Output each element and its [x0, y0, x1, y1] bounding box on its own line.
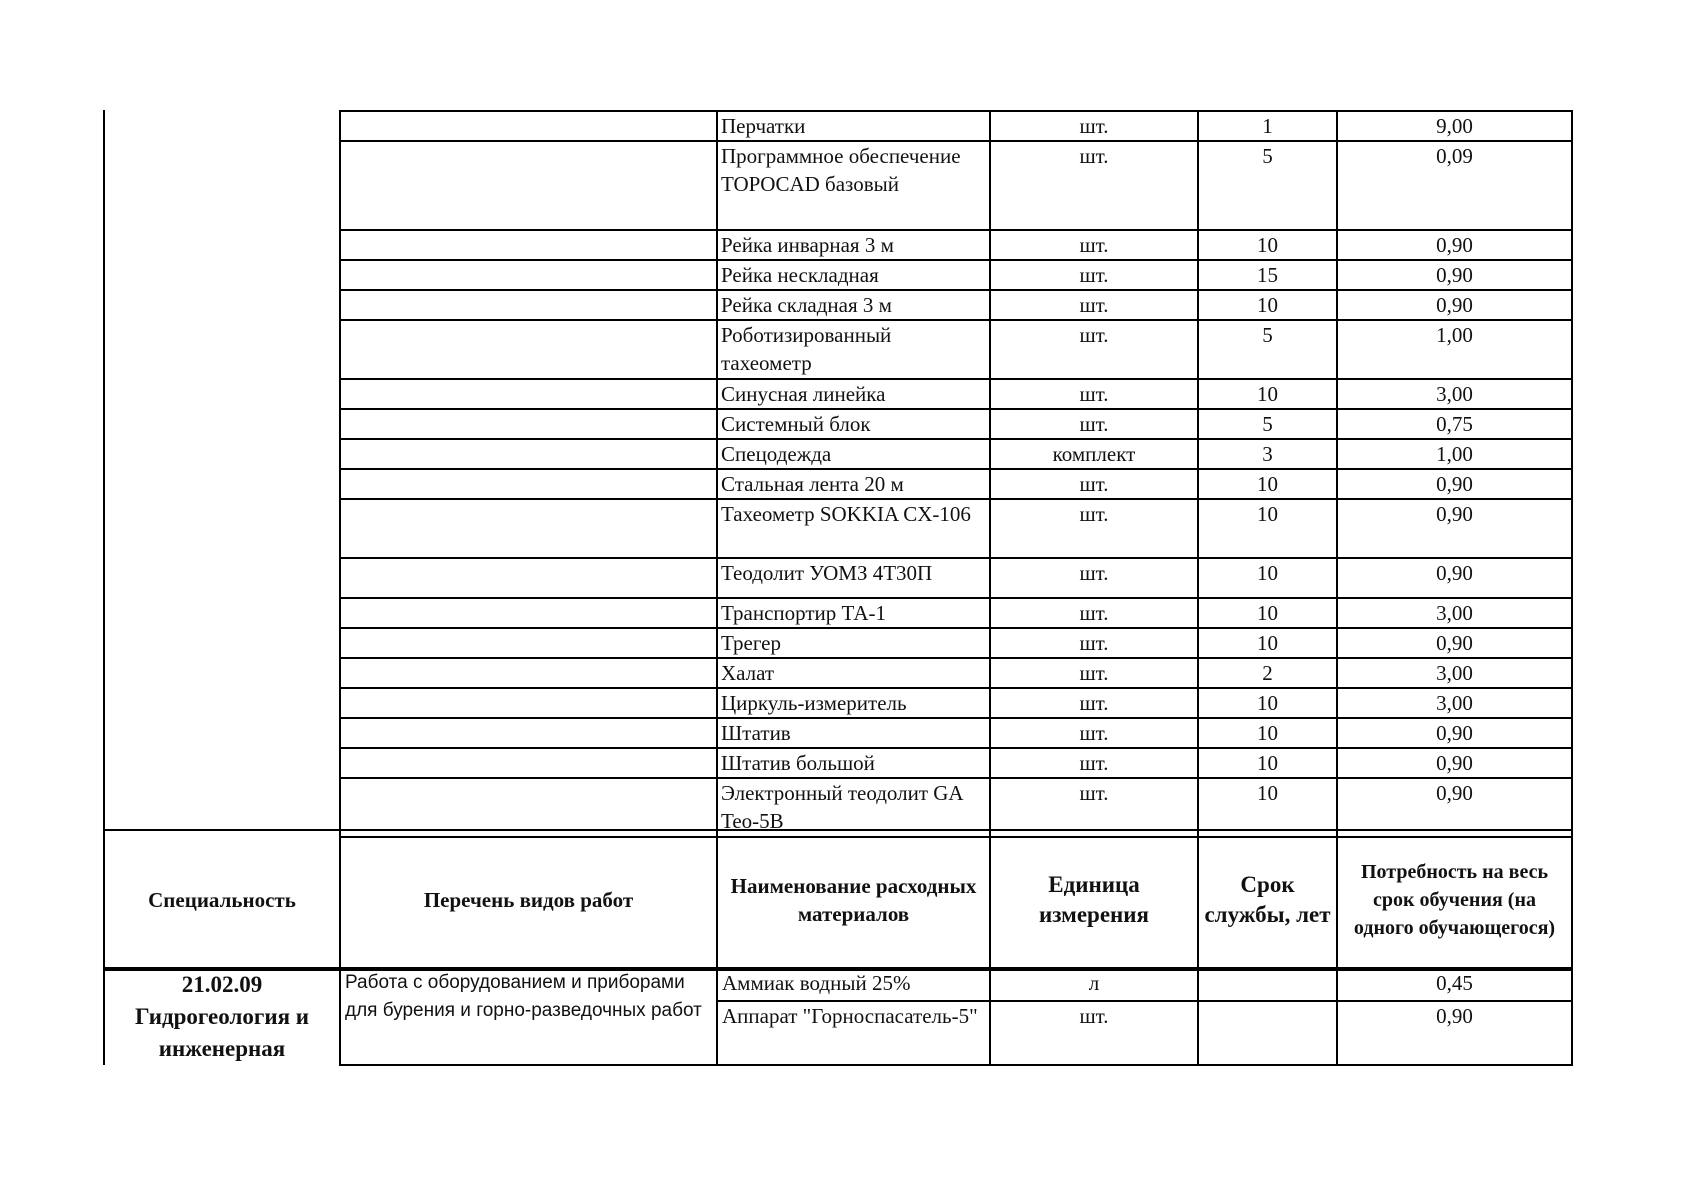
material-name-cell: Системный блок	[717, 409, 990, 439]
material-name-cell: Роботизированный тахеометр	[717, 320, 990, 379]
material-name-cell: Рейка складная 3 м	[717, 290, 990, 320]
material-name-cell: Халат	[717, 658, 990, 688]
need-cell: 0,09	[1337, 141, 1572, 230]
table-row	[340, 658, 1572, 688]
material-name-cell: Стальная лента 20 м	[717, 469, 990, 499]
service-life-cell: 10	[1198, 558, 1337, 598]
work-type-cell	[340, 111, 717, 141]
table-row	[340, 111, 1572, 141]
unit-cell: шт.	[990, 598, 1198, 628]
unit-cell: комплект	[990, 439, 1198, 469]
unit-cell: шт.	[990, 111, 1198, 141]
service-life-cell: 5	[1198, 141, 1337, 230]
materials-table-continued	[339, 110, 1573, 838]
specialty-section-table	[103, 967, 1573, 1066]
need-cell: 0,90	[1337, 290, 1572, 320]
table-row	[340, 469, 1572, 499]
material-name-cell: Рейка инварная 3 м	[717, 230, 990, 260]
unit-cell: шт.	[990, 718, 1198, 748]
table-row	[340, 260, 1572, 290]
unit-cell: шт.	[990, 658, 1198, 688]
work-type-cell	[340, 409, 717, 439]
need-cell: 0,90	[1337, 628, 1572, 658]
service-life-cell	[1198, 968, 1337, 1001]
material-name-cell: Электронный теодолит GA Teo-5B	[717, 778, 990, 837]
service-life-cell: 10	[1198, 718, 1337, 748]
work-type-cell	[340, 688, 717, 718]
need-cell: 0,90	[1337, 260, 1572, 290]
material-name-cell: Программное обеспечение TOPOCAD базовый	[717, 141, 990, 230]
service-life-cell: 5	[1198, 320, 1337, 379]
service-life-cell: 10	[1198, 230, 1337, 260]
unit-cell: шт.	[990, 379, 1198, 409]
need-cell: 0,75	[1337, 409, 1572, 439]
service-life-cell: 10	[1198, 628, 1337, 658]
material-name-cell: Синусная линейка	[717, 379, 990, 409]
table-row	[340, 748, 1572, 778]
work-type-cell	[340, 628, 717, 658]
need-cell: 0,90	[1337, 1001, 1572, 1065]
material-name-cell: Аммиак водный 25%	[717, 968, 990, 1001]
unit-cell: шт.	[990, 320, 1198, 379]
unit-cell: шт.	[990, 260, 1198, 290]
unit-cell: шт.	[990, 1001, 1198, 1065]
table-row	[340, 628, 1572, 658]
unit-cell: шт.	[990, 141, 1198, 230]
need-cell: 1,00	[1337, 320, 1572, 379]
material-name-cell: Рейка нескладная	[717, 260, 990, 290]
need-cell: 3,00	[1337, 688, 1572, 718]
service-life-cell: 10	[1198, 688, 1337, 718]
service-life-cell: 2	[1198, 658, 1337, 688]
header-row	[104, 830, 1572, 970]
need-cell: 3,00	[1337, 658, 1572, 688]
need-cell: 0,45	[1337, 968, 1572, 1001]
work-type-cell	[340, 718, 717, 748]
need-cell: 0,90	[1337, 748, 1572, 778]
work-type-cell	[340, 469, 717, 499]
table-row	[340, 290, 1572, 320]
unit-cell: шт.	[990, 290, 1198, 320]
table-row	[340, 718, 1572, 748]
work-type-cell	[340, 260, 717, 290]
table-row	[340, 499, 1572, 558]
service-life-cell: 1	[1198, 111, 1337, 141]
service-life-cell: 10	[1198, 469, 1337, 499]
need-cell: 1,00	[1337, 439, 1572, 469]
table-row	[104, 968, 1572, 1001]
need-cell: 9,00	[1337, 111, 1572, 141]
unit-cell: шт.	[990, 499, 1198, 558]
unit-cell: шт.	[990, 688, 1198, 718]
table-row	[340, 379, 1572, 409]
need-cell: 3,00	[1337, 598, 1572, 628]
work-type-cell	[340, 230, 717, 260]
work-type-cell	[340, 290, 717, 320]
unit-cell: шт.	[990, 628, 1198, 658]
header-service-life: Срок службы, лет	[1198, 830, 1337, 970]
table-row	[340, 598, 1572, 628]
need-cell: 0,90	[1337, 469, 1572, 499]
work-type-cell	[340, 379, 717, 409]
work-type-cell: Работа с оборудованием и приборами для бурения и горно-разведочных работ	[340, 968, 717, 1065]
unit-cell: шт.	[990, 409, 1198, 439]
header-unit: Единица измерения	[990, 830, 1198, 970]
need-cell: 0,90	[1337, 230, 1572, 260]
service-life-cell: 10	[1198, 778, 1337, 837]
header-specialty: Специальность	[104, 830, 340, 970]
work-type-cell	[340, 558, 717, 598]
service-life-cell: 10	[1198, 748, 1337, 778]
material-name-cell: Транспортир ТА-1	[717, 598, 990, 628]
work-type-cell	[340, 499, 717, 558]
service-life-cell	[1198, 1001, 1337, 1065]
table-row	[340, 320, 1572, 379]
table-row	[340, 230, 1572, 260]
unit-cell: шт.	[990, 469, 1198, 499]
unit-cell: шт.	[990, 748, 1198, 778]
material-name-cell: Спецодежда	[717, 439, 990, 469]
header-need: Потребность на весь срок обучения (на одного обучающегося)	[1337, 830, 1572, 970]
material-name-cell: Перчатки	[717, 111, 990, 141]
need-cell: 0,90	[1337, 718, 1572, 748]
material-name-cell: Штатив	[717, 718, 990, 748]
material-name-cell: Циркуль-измеритель	[717, 688, 990, 718]
unit-cell: шт.	[990, 230, 1198, 260]
table-row	[340, 558, 1572, 598]
table-row	[340, 409, 1572, 439]
material-name-cell: Теодолит УОМЗ 4Т30П	[717, 558, 990, 598]
specialty-cell: 21.02.09 Гидрогеология и инженерная	[104, 968, 340, 1065]
table-header	[103, 829, 1573, 971]
work-type-cell	[340, 439, 717, 469]
service-life-cell: 10	[1198, 598, 1337, 628]
work-type-cell	[340, 320, 717, 379]
material-name-cell: Тахеометр SOKKIA CX-106	[717, 499, 990, 558]
need-cell: 0,90	[1337, 558, 1572, 598]
service-life-cell: 5	[1198, 409, 1337, 439]
work-type-cell	[340, 748, 717, 778]
table-row	[340, 688, 1572, 718]
header-material-name: Наименование расходных материалов	[717, 830, 990, 970]
service-life-cell: 10	[1198, 379, 1337, 409]
service-life-cell: 3	[1198, 439, 1337, 469]
table-row	[340, 141, 1572, 230]
need-cell: 0,90	[1337, 499, 1572, 558]
work-type-cell	[340, 658, 717, 688]
table-row	[340, 439, 1572, 469]
specialty-column-continued	[105, 110, 341, 833]
need-cell: 0,90	[1337, 778, 1572, 837]
service-life-cell: 15	[1198, 260, 1337, 290]
need-cell: 3,00	[1337, 379, 1572, 409]
work-type-cell	[340, 141, 717, 230]
header-work-types: Перечень видов работ	[340, 830, 717, 970]
service-life-cell: 10	[1198, 499, 1337, 558]
material-name-cell: Трегер	[717, 628, 990, 658]
work-type-cell	[340, 598, 717, 628]
service-life-cell: 10	[1198, 290, 1337, 320]
unit-cell: шт.	[990, 558, 1198, 598]
unit-cell: л	[990, 968, 1198, 1001]
material-name-cell: Аппарат "Горноспасатель-5"	[717, 1001, 990, 1065]
material-name-cell: Штатив большой	[717, 748, 990, 778]
unit-cell: шт.	[990, 778, 1198, 837]
